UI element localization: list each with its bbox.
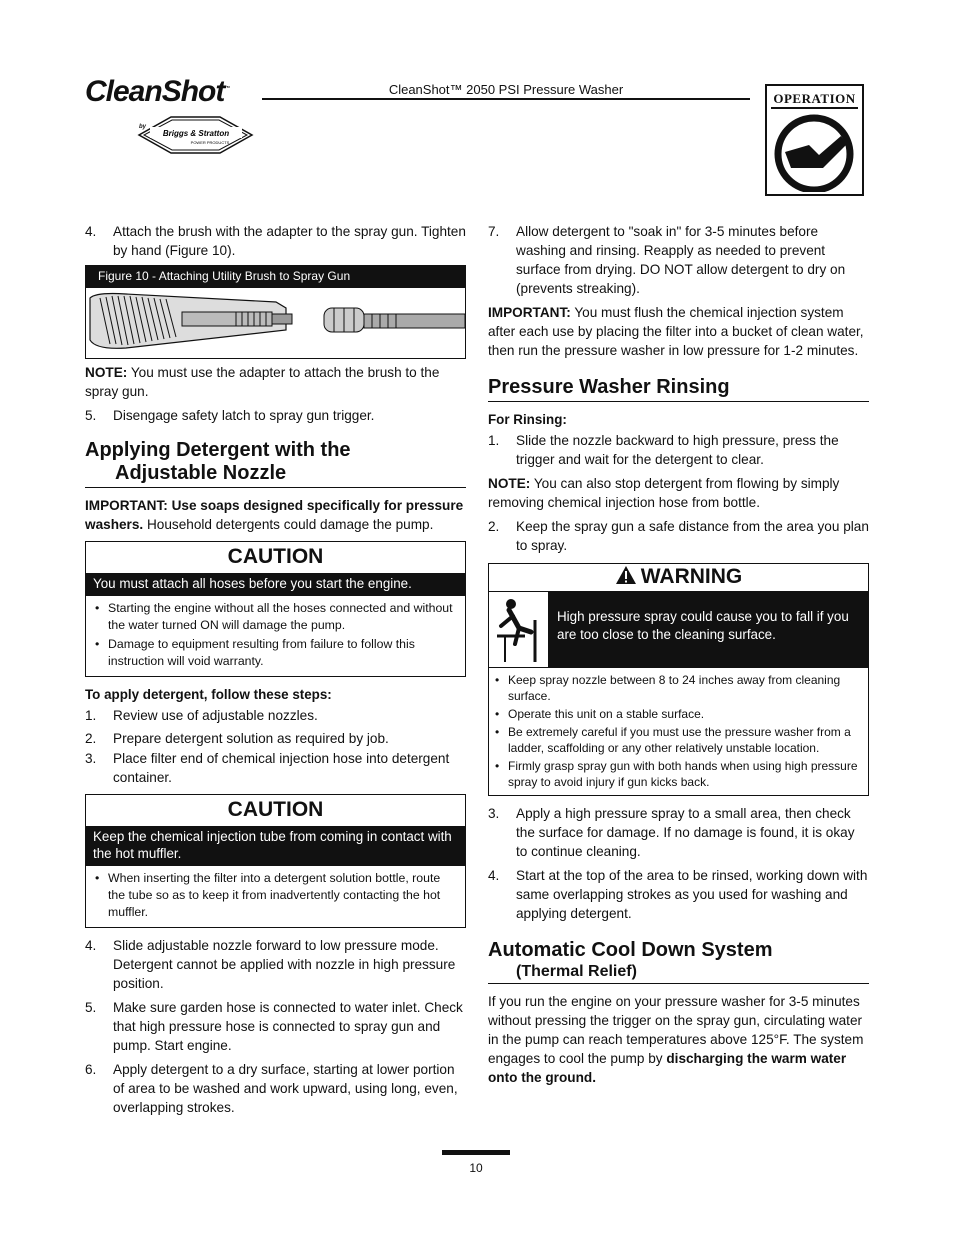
warning-message-row: [489, 592, 868, 668]
logo-brand-text: Briggs & Stratton: [162, 129, 230, 138]
step-1-review: 1. Review use of adjustable nozzles.: [85, 708, 318, 723]
spray-gun-icon: [771, 112, 858, 192]
step-4-brush: 4. Attach the brush with the adapter to the spray gun. Tighten by hand (Figure 10).: [85, 224, 466, 258]
caution-bullet: • Starting the engine without all the hoses connected and without the water turned ON will damage the pump.: [93, 600, 458, 634]
note-stop-detergent: NOTE: You can also stop detergent from flowing by simply removing chemical injection hose from bottle.: [488, 476, 840, 510]
warning-box: [488, 563, 869, 796]
logo-by-text: by: [139, 124, 147, 130]
falling-person-icon: [489, 592, 549, 667]
step-7-soak: 7. Allow detergent to "soak in" for 3-5 minutes before washing and rinsing. Reapply as needed to prevent surface from drying. DO NOT allow detergent to dry on (prevents streaking).: [488, 224, 846, 296]
important-flush: IMPORTANT: You must flush the chemical injection system after each use by placing the filter into a bucket of clean water, then run the pressure washer in low pressure for 1-2 minutes.: [488, 305, 864, 358]
briggs-stratton-logo: [136, 115, 254, 155]
step-5-latch: 5. Disengage safety latch to spray gun trigger.: [85, 408, 375, 423]
for-rinsing-label: For Rinsing:: [488, 412, 567, 427]
warning-bullet: • Be extremely careful if you must use the pressure washer from a ladder, scaffolding or any other relatively unstable location.: [493, 724, 864, 756]
page-number: 10: [469, 1161, 483, 1175]
section-label: OPERATION: [773, 91, 856, 106]
step-5-hose: 5. Make sure garden hose is connected to water inlet. Check that high pressure hose is connected to spray gun and pump. Start engine.: [85, 1000, 463, 1053]
caution-box-hoses: [85, 541, 466, 677]
warning-title: WARNING: [640, 565, 743, 588]
heading-rinsing: Pressure Washer Rinsing: [488, 376, 869, 402]
caution-box-muffler: [85, 794, 466, 928]
steps-intro: To apply detergent, follow these steps:: [85, 687, 332, 702]
warning-bullet: • Firmly grasp spray gun with both hands when using high pressure spray to avoid injury if gun kicks back.: [493, 758, 864, 790]
heading-cool-down: Automatic Cool Down System (Thermal Relief): [488, 939, 869, 984]
warning-bullet: • Operate this unit on a stable surface.: [493, 706, 864, 722]
utility-brush-illustration: [86, 288, 465, 358]
logo-brand-sub-text: POWER PRODUCTS: [190, 140, 230, 145]
rinse-step-2: 2. Keep the spray gun a safe distance from the area you plan to spray.: [488, 519, 869, 553]
caution-message: Keep the chemical injection tube from coming in contact with the hot muffler.: [86, 826, 465, 866]
figure-caption: Figure 10 - Attaching Utility Brush to Spray Gun: [86, 266, 465, 288]
warning-triangle-icon: [615, 565, 637, 585]
note-adapter: NOTE: You must use the adapter to attach the brush to the spray gun.: [85, 365, 440, 399]
heading-applying-detergent: Applying Detergent with the Adjustable Nozzle: [85, 439, 466, 488]
step-2-prepare: 2. Prepare detergent solution as required by job.: [85, 731, 389, 746]
step-3-filter: 3. Place filter end of chemical injection hose into detergent container.: [85, 751, 450, 785]
caution-message: You must attach all hoses before you start the engine.: [86, 573, 465, 596]
left-column: [85, 222, 466, 1122]
caution-bullets: [86, 596, 465, 676]
warning-message: High pressure spray could cause you to fall if you are too close to the cleaning surface.: [549, 592, 868, 667]
caution-title: CAUTION: [227, 545, 324, 568]
footer-rule: [442, 1150, 510, 1155]
cool-down-text: If you run the engine on your pressure washer for 3-5 minutes without pressing the trigger on the spray gun, circulating water in the pump can reach temperatures above 125°F. The system engages to cool the pump by discharging the warm water onto the ground.: [488, 994, 864, 1085]
rinse-step-4: 4. Start at the top of the area to be rinsed, working down with same overlapping strokes as you used for washing and applying detergent.: [488, 868, 868, 921]
caution-bullet: • When inserting the filter into a detergent solution bottle, route the tube so as to keep it from inadvertently contacting the hot muffler.: [93, 870, 458, 921]
rinse-step-3: 3. Apply a high pressure spray to a small area, then check the surface for damage. If no damage is found, it is okay to continue cleaning.: [488, 806, 855, 859]
header-rule: [262, 98, 750, 100]
step-6-apply: 6. Apply detergent to a dry surface, starting at lower portion of area to be washed and work upward, using long, even, overlapping strokes.: [85, 1062, 458, 1115]
right-column: [488, 222, 869, 1092]
caution-bullets: [86, 866, 465, 927]
badge-divider: [771, 107, 858, 109]
caution-bullet: • Damage to equipment resulting from failure to follow this instruction will void warranty.: [93, 636, 458, 670]
cleanshot-logo: CleanShot™: [85, 75, 230, 108]
step-4-nozzle: 4. Slide adjustable nozzle forward to low pressure mode. Detergent cannot be applied with nozzle in high pressure position.: [85, 938, 456, 991]
operation-section-badge: [765, 84, 864, 196]
figure-illustration: [86, 288, 465, 358]
figure-10: [85, 265, 466, 359]
important-soaps: IMPORTANT: Use soaps designed specifically for pressure washers. Household detergents could damage the pump.: [85, 498, 464, 532]
warning-bullets: [489, 668, 868, 795]
document-title: CleanShot™ 2050 PSI Pressure Washer: [388, 82, 624, 97]
warning-header: [489, 564, 868, 592]
caution-title: CAUTION: [227, 798, 324, 821]
rinse-step-1: 1. Slide the nozzle backward to high pressure, press the trigger and wait for the detergent to clear.: [488, 433, 839, 467]
warning-bullet: • Keep spray nozzle between 8 to 24 inches away from cleaning surface.: [493, 672, 864, 704]
